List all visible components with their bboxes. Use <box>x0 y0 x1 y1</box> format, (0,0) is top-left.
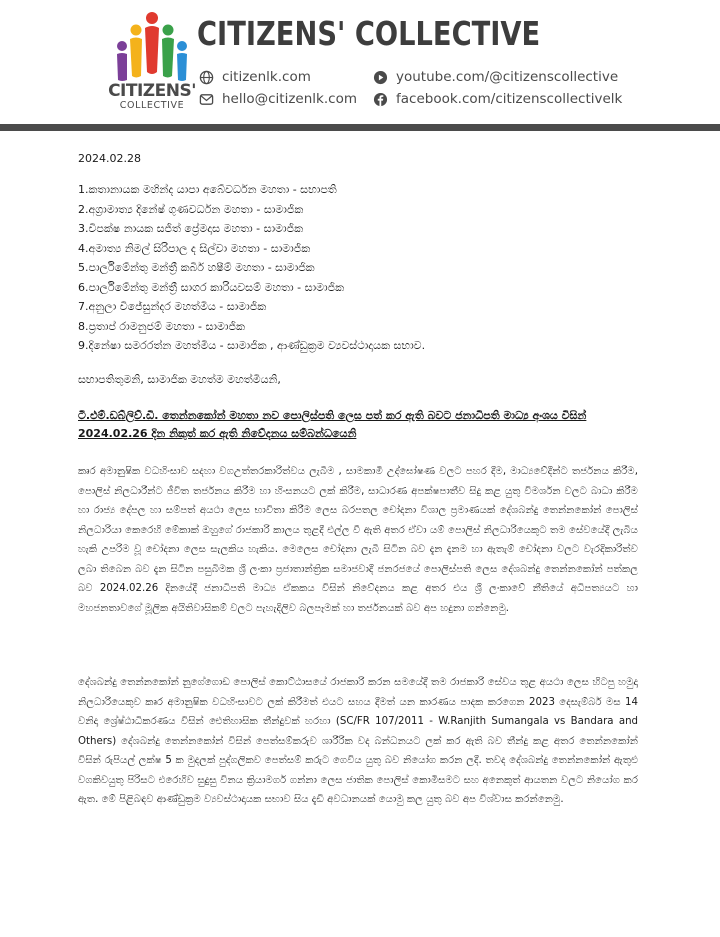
recipient-item: 5.පාර්ලිමේන්තු මන්ත්‍රී කබීර් හෂීම් මහතා - සාමාජික <box>78 261 315 274</box>
contacts-right <box>373 66 622 110</box>
logo-name: CITIZENS' <box>108 81 196 101</box>
logo-wordmark <box>102 82 202 111</box>
mail-icon <box>199 92 214 107</box>
recipient-item: 2.අග්‍රාමාත්‍ය දිනේෂ් ගුණවර්ධන මහතා - සාමාජික <box>78 202 304 216</box>
letter-date: 2024.02.28 <box>78 152 141 165</box>
recipient-item: 1.කතානායක මහින්ද යාපා අබේවර්ධන මහතා - සභාපති <box>78 183 337 196</box>
website-text: citizenlk.com <box>222 69 311 85</box>
body-paragraph-2: දේශබන්දු තෙන්නකෝන් නුගේගොඩ පොලිස් කොට්ඨාසයේ රාජකාරි කරන සමයේදී තම රාජකාරි සේවය තුළ අයථා ලෙස හිටපු හමුදා නිලධාරියෙකුව කෘර අමානුෂික වධහිංසාවට ලක් කිරීමත් එයට සහය දීමත් යන කාරණය පාදක කරගෙන 2023 දෙසැම්බර් මස 14 වනිදා ශ්‍රේෂ්ඨාධිකරණය විසින් ඓතිහාසික තීන්දුවක් හරහා (SC/FR 107/2011 - W.Ranjith Sumangala vs Bandara and Others) දේශබන්දු තෙන්නකෝන් විසින් පෙත්සම්කරුව ශාරීරික වද බන්ධනයට ලක් කර ඇති බව තීන්දු කළ අතර තෙන්නකෝන් විසින් රුපියල් ලක්ෂ 5 ක මුදලක් පුද්ගලිකව පෙත්සම් කරුට ගෙවිය යුතු බව නියෝග කරන ලදී. තවද දේශබන්දු තෙන්නකෝන් ඇතුළු වගකිවයුතු පිරිසට එරෙහිව සුදුසු විනය ක්‍රියාමර්ග ගන්නා ලෙස ජාතික පොලිස් කොමිසමට සහ අනෙකුත් ආයතන වලට නියෝග කර ඇත. මේ පිළිබඳව ආණ්ඩුක්‍රම ව්‍යවස්ථාදායක සභාව සිය දැඩි අවධානයක් යොමු කල යුතු බව අප විශ්වාස කරන්නෙමු. <box>78 677 638 805</box>
body-paragraph-1: කෘර අමානුෂික වධහිංසාව සදහා වගඋත්තරකාරිත්වය ලැබීම , සාමකාමී උද්ඝෝෂණ වලට පහර දීම, මාධ්‍යවේදීන්ට තර්ජනය කිරීම, පොලිස් නිලධාරීන්ට ජීවිත තර්ජනය කිරීම හා හිංසනයට ලක් කිරීම, සාධාරණ අපක්ෂපාතීව සිදු කළ යුතු විමර්ශන වලට බාධා කිරීම හා රාජ්‍ය දේපල හා සම්පත් අයථා ලෙස භාවිතා කිරීම ලෙස බරපතල චෝදනා විශාල ප්‍රමාණයක් දේශබන්දු තෙන්නකෝන් පොලිස් නිලධාරියා කෙරෙහි මේකාක් ඔහුගේ රාජකාරි කාලය තුළදී එල්ල වී ඇති අතර ඒවා යම් පොලිස් නිලධාරියෙකුට තම සේවයේදී ලැබිය හැකි උපරිම වූ චෝදනා ලෙස සැලකිය හැකිය. මෙලෙස චෝදනා ලැබී සිටින බව දැන දැනම හා ඇතැම් චෝදනා වලට වැරදිකාරිත්ව ලබා තිබෙන බව දැන සිටින පසුබිමක ශ්‍රී ලංකා ප්‍රජාතාන්ත්‍රික සමාජවාදී ජනරජයේ පොලිස්පති ලෙස දේශබන්දු තෙන්නකෝන් පත්කල බව 2024.02.26 දිනයේදී ජනාධිපති මාධ්‍ය ඒකකය විසින් නිවේදනය කළ අතර එය ශ්‍රී ලංකාවේ නීතියේ අධිපත්‍යයට හා මහජනතාවගේ මූලික අයිතිවාසිකම් වලට පැහැදිලිව බලපෑමක් හා තර්ජනයක් බව අප හදුනා ගන්නෙමු. <box>78 466 638 614</box>
recipient-item: 8.ප්‍රතාප් රාමනුජම් මහතා - සාමාජික <box>78 319 245 333</box>
logo-subtitle: COLLECTIVE <box>119 100 185 111</box>
recipient-item: 4.අමාත්‍ය නිමල් සිරිපාල ද සිල්වා මහතා - සාමාජික <box>78 241 311 255</box>
youtube-link[interactable] <box>373 66 622 88</box>
facebook-icon <box>373 92 388 107</box>
facebook-text: facebook.com/citizenscollectivelk <box>396 91 623 107</box>
citizens-collective-logo <box>112 10 192 90</box>
recipient-list <box>78 180 425 356</box>
website-link[interactable] <box>199 66 357 88</box>
recipient-item: 7.අනුලා විජේසුන්දර මහත්මිය - සාමාජික <box>78 300 267 313</box>
recipient-item: 6.පාර්ලිමේන්තු මන්ත්‍රී සාගර කාරියවසම් මහතා - සාමාජික <box>78 280 345 294</box>
recipient-item: 3.විපක්ෂ නායක සජිත් ප්‍රේමදාස මහතා - සාමාජික <box>78 222 304 235</box>
youtube-text: youtube.com/@citizenscollective <box>396 69 619 85</box>
letterhead <box>0 0 720 130</box>
email-text: hello@citizenlk.com <box>222 91 357 107</box>
recipient-item: 9.දිනේෂා සමරරත්න මහත්මිය - සාමාජික , ආණ්ඩුක්‍රම ව්‍යවස්ථාදායක සභාව. <box>78 339 426 352</box>
brand-title: CITIZENS' COLLECTIVE <box>197 14 541 53</box>
salutation: සභාපතිතුමනි, සාමාජික මහත්ම මහත්මියනි, <box>78 373 281 386</box>
email-link[interactable] <box>199 88 357 110</box>
contacts-left <box>199 66 357 110</box>
globe-icon <box>199 70 214 85</box>
youtube-icon <box>373 70 388 85</box>
facebook-link[interactable] <box>373 88 622 110</box>
header-divider <box>0 124 720 131</box>
letter-subject: ටී.එම්.ඩබ්ලිව්.ඩී. තෙන්නකෝන් මහතා නව පොලිස්පති ලෙස පත් කර ඇති බවට ජනාධිපති මාධ්‍ය අංශය විසින් 2024.02.26 දින නිකුත් කර ඇති නිවේදනය සම්බන්ධයෙනි <box>78 409 587 440</box>
